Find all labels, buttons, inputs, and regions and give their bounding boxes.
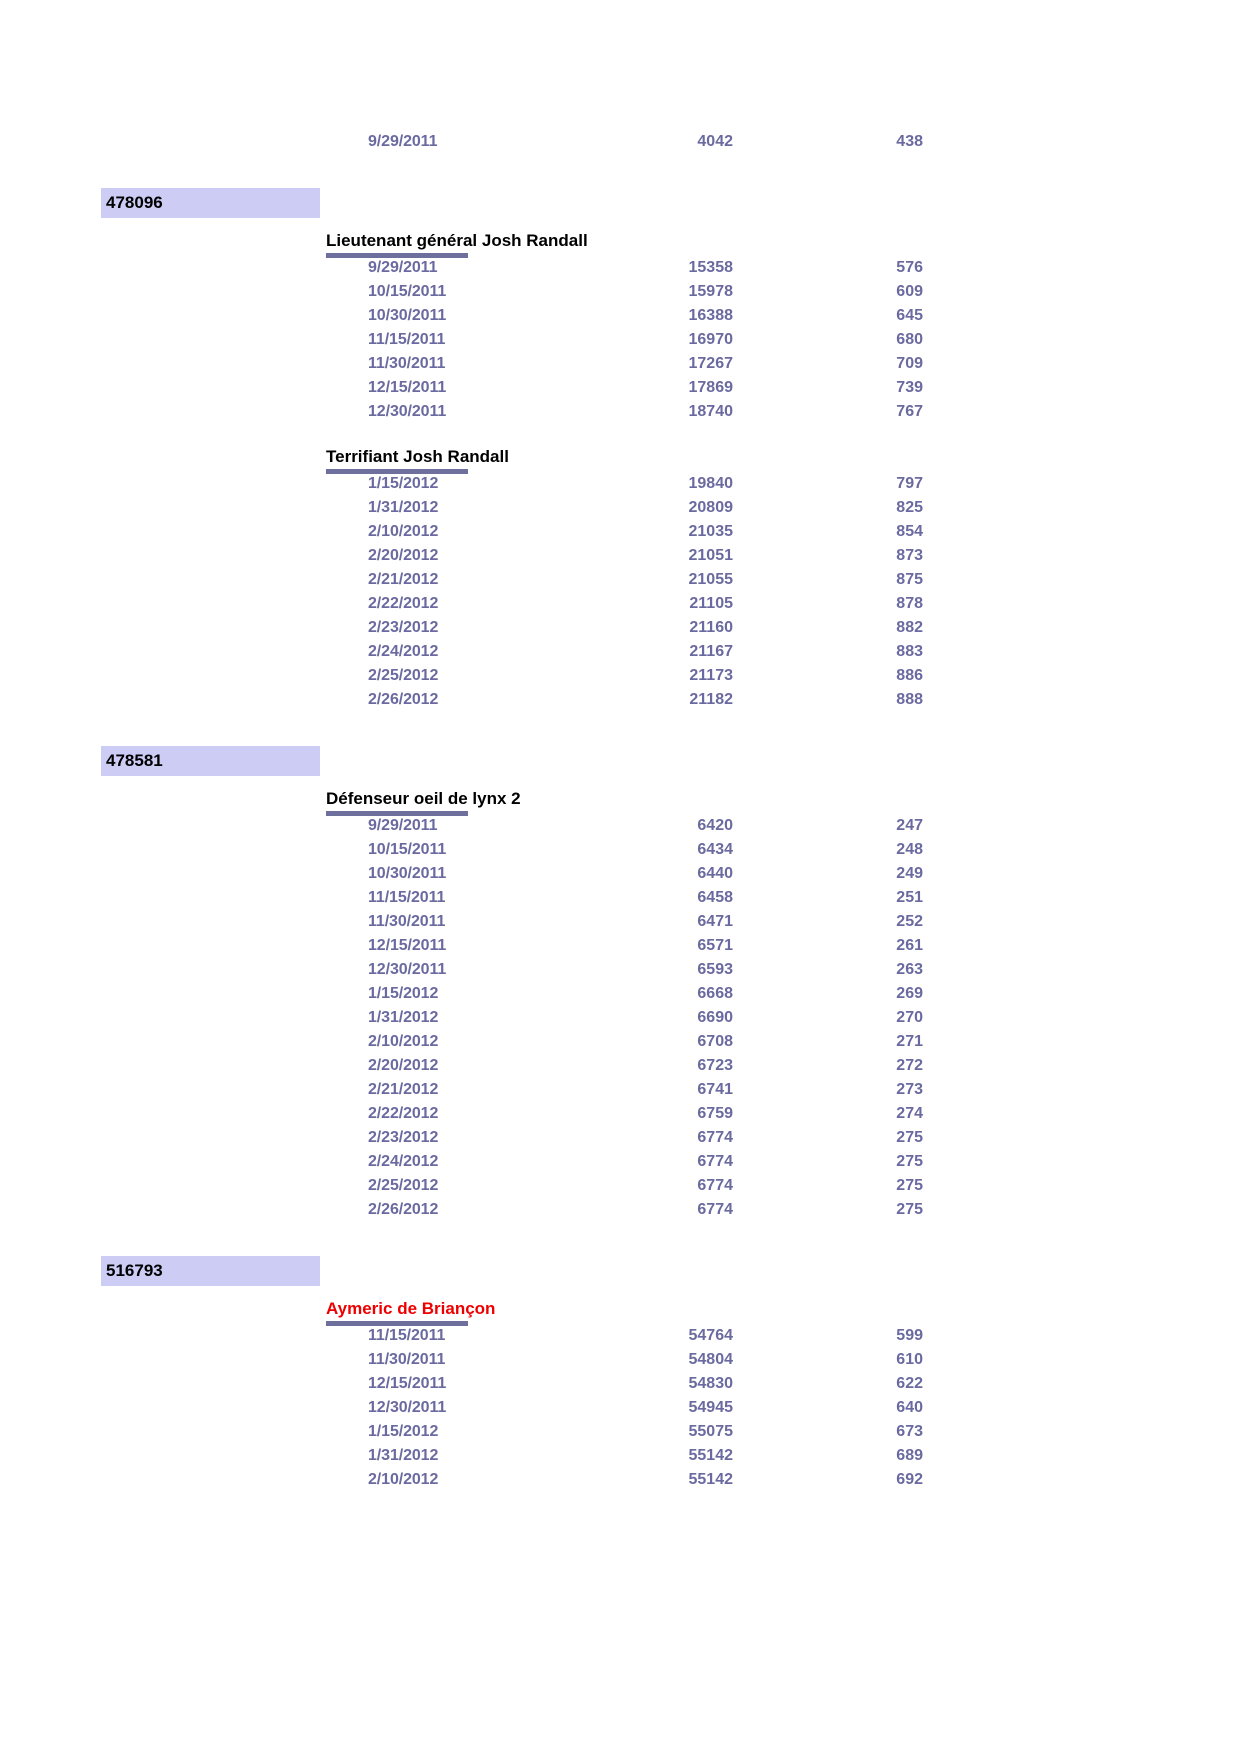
row-value2: 739 bbox=[896, 379, 923, 396]
row-date: 2/21/2012 bbox=[368, 1081, 439, 1098]
row-value1: 15358 bbox=[688, 259, 733, 276]
group-id-label: 516793 bbox=[106, 1261, 163, 1280]
row-value1: 18740 bbox=[688, 403, 733, 420]
row-value2: 249 bbox=[896, 865, 923, 882]
row-date: 2/22/2012 bbox=[368, 1105, 439, 1122]
title-underline-rule bbox=[326, 811, 468, 816]
row-value1: 6440 bbox=[697, 865, 733, 882]
row-value1: 6593 bbox=[697, 961, 733, 978]
entity-rows bbox=[0, 814, 1241, 1222]
row-value2: 252 bbox=[896, 913, 923, 930]
row-date: 9/29/2011 bbox=[368, 259, 438, 276]
group-id-banner bbox=[101, 188, 320, 218]
table-row bbox=[0, 958, 1241, 982]
row-value2: 878 bbox=[896, 595, 923, 612]
entity-name: Lieutenant général Josh Randall bbox=[326, 231, 588, 250]
table-row bbox=[0, 1396, 1241, 1420]
row-date: 1/15/2012 bbox=[368, 985, 439, 1002]
row-value2: 275 bbox=[896, 1201, 923, 1218]
row-date: 2/25/2012 bbox=[368, 1177, 439, 1194]
row-value2: 689 bbox=[896, 1447, 923, 1464]
row-value2: 645 bbox=[896, 307, 923, 324]
group-516793 bbox=[0, 1256, 1241, 1492]
title-underline-rule bbox=[326, 253, 468, 258]
table-row bbox=[0, 1420, 1241, 1444]
row-value1: 20809 bbox=[688, 499, 733, 516]
row-value1: 54830 bbox=[688, 1375, 733, 1392]
row-date: 12/15/2011 bbox=[368, 1375, 447, 1392]
row-value1: 21173 bbox=[689, 667, 733, 684]
row-value2: 275 bbox=[896, 1129, 923, 1146]
table-row bbox=[0, 1030, 1241, 1054]
row-date: 11/30/2011 bbox=[368, 355, 446, 372]
table-row bbox=[0, 838, 1241, 862]
row-date: 2/23/2012 bbox=[368, 1129, 439, 1146]
table-row bbox=[0, 328, 1241, 352]
table-row bbox=[0, 1324, 1241, 1348]
row-value1: 21160 bbox=[689, 619, 733, 636]
table-row bbox=[0, 592, 1241, 616]
row-date: 11/30/2011 bbox=[368, 913, 446, 930]
row-value1: 6774 bbox=[697, 1201, 733, 1218]
table-row bbox=[0, 910, 1241, 934]
row-value1: 6759 bbox=[697, 1105, 733, 1122]
row-value2: 275 bbox=[896, 1177, 923, 1194]
entity-title bbox=[326, 446, 1241, 472]
row-value2: 248 bbox=[896, 841, 923, 858]
row-value1: 16970 bbox=[688, 331, 733, 348]
row-value1: 16388 bbox=[688, 307, 733, 324]
row-value2: 576 bbox=[896, 259, 923, 276]
row-date: 12/15/2011 bbox=[368, 379, 447, 396]
row-value1: 21182 bbox=[689, 691, 733, 708]
row-value1: 6668 bbox=[697, 985, 733, 1002]
row-date: 2/24/2012 bbox=[368, 1153, 439, 1170]
row-date: 2/23/2012 bbox=[368, 619, 439, 636]
group-id-banner bbox=[101, 746, 320, 776]
row-value1: 17267 bbox=[688, 355, 733, 372]
table-row bbox=[0, 1006, 1241, 1030]
row-value1: 21051 bbox=[688, 547, 733, 564]
row-value1: 6774 bbox=[697, 1153, 733, 1170]
spacer bbox=[0, 218, 1241, 230]
row-value1: 55142 bbox=[688, 1447, 733, 1464]
row-date: 2/24/2012 bbox=[368, 643, 439, 660]
row-date: 10/15/2011 bbox=[368, 841, 447, 858]
row-date: 12/30/2011 bbox=[368, 961, 447, 978]
table-row bbox=[0, 304, 1241, 328]
row-date: 1/15/2012 bbox=[368, 1423, 439, 1440]
row-value1: 54804 bbox=[688, 1351, 733, 1368]
row-value1: 55142 bbox=[688, 1471, 733, 1488]
row-date: 11/15/2011 bbox=[368, 331, 446, 348]
row-value1: 6458 bbox=[697, 889, 733, 906]
group-id-banner bbox=[101, 1256, 320, 1286]
table-row bbox=[0, 130, 1241, 154]
row-date: 2/26/2012 bbox=[368, 1201, 439, 1218]
row-value1: 21055 bbox=[688, 571, 733, 588]
row-value1: 6571 bbox=[697, 937, 733, 954]
table-row bbox=[0, 1444, 1241, 1468]
entity-title bbox=[326, 1298, 1241, 1324]
entity-rows bbox=[0, 1324, 1241, 1492]
row-date: 2/21/2012 bbox=[368, 571, 439, 588]
row-value1: 6774 bbox=[697, 1177, 733, 1194]
row-value1: 4042 bbox=[697, 133, 733, 150]
row-value2: 888 bbox=[896, 691, 923, 708]
spacer bbox=[0, 424, 1241, 446]
table-row bbox=[0, 1348, 1241, 1372]
row-date: 1/31/2012 bbox=[368, 1447, 439, 1464]
row-value2: 247 bbox=[896, 817, 923, 834]
row-date: 2/10/2012 bbox=[368, 1033, 439, 1050]
entity-title bbox=[326, 788, 1241, 814]
row-value1: 19840 bbox=[688, 475, 733, 492]
row-value2: 263 bbox=[896, 961, 923, 978]
group-478096 bbox=[0, 188, 1241, 712]
table-row bbox=[0, 1372, 1241, 1396]
group-id-label: 478096 bbox=[106, 193, 163, 212]
table-row bbox=[0, 616, 1241, 640]
row-value2: 673 bbox=[896, 1423, 923, 1440]
row-value1: 21105 bbox=[689, 595, 733, 612]
row-date: 10/15/2011 bbox=[368, 283, 447, 300]
table-row bbox=[0, 352, 1241, 376]
row-value2: 610 bbox=[896, 1351, 923, 1368]
row-date: 10/30/2011 bbox=[368, 865, 447, 882]
entity-name: Défenseur oeil de lynx 2 bbox=[326, 789, 521, 808]
row-value1: 6471 bbox=[697, 913, 733, 930]
table-row bbox=[0, 1078, 1241, 1102]
row-value2: 271 bbox=[896, 1033, 923, 1050]
row-value2: 767 bbox=[896, 403, 923, 420]
row-value2: 825 bbox=[896, 499, 923, 516]
row-value2: 883 bbox=[896, 643, 923, 660]
entity-name: Aymeric de Briançon bbox=[326, 1299, 496, 1318]
row-value1: 21167 bbox=[689, 643, 733, 660]
row-value2: 251 bbox=[896, 889, 923, 906]
row-value2: 709 bbox=[896, 355, 923, 372]
table-row bbox=[0, 280, 1241, 304]
row-date: 2/10/2012 bbox=[368, 523, 439, 540]
table-row bbox=[0, 568, 1241, 592]
row-value2: 599 bbox=[896, 1327, 923, 1344]
row-value2: 622 bbox=[896, 1375, 923, 1392]
row-value2: 873 bbox=[896, 547, 923, 564]
row-date: 12/15/2011 bbox=[368, 937, 447, 954]
table-row bbox=[0, 1102, 1241, 1126]
top-spacer bbox=[0, 0, 1241, 130]
table-row bbox=[0, 1054, 1241, 1078]
entity-title bbox=[326, 230, 1241, 256]
row-date: 2/25/2012 bbox=[368, 667, 439, 684]
row-date: 11/15/2011 bbox=[368, 889, 446, 906]
entity-rows bbox=[0, 472, 1241, 712]
row-date: 2/26/2012 bbox=[368, 691, 439, 708]
row-value2: 886 bbox=[896, 667, 923, 684]
row-value2: 797 bbox=[896, 475, 923, 492]
table-row bbox=[0, 544, 1241, 568]
row-value1: 6690 bbox=[697, 1009, 733, 1026]
table-row bbox=[0, 1468, 1241, 1492]
row-date: 10/30/2011 bbox=[368, 307, 447, 324]
row-value2: 438 bbox=[896, 133, 923, 150]
entity-name: Terrifiant Josh Randall bbox=[326, 447, 509, 466]
row-value2: 269 bbox=[896, 985, 923, 1002]
table-row bbox=[0, 472, 1241, 496]
table-row bbox=[0, 400, 1241, 424]
spacer bbox=[0, 1286, 1241, 1298]
row-value1: 6741 bbox=[697, 1081, 733, 1098]
table-row bbox=[0, 814, 1241, 838]
row-value2: 609 bbox=[896, 283, 923, 300]
table-row bbox=[0, 496, 1241, 520]
row-date: 12/30/2011 bbox=[368, 1399, 447, 1416]
row-value1: 6774 bbox=[697, 1129, 733, 1146]
row-value2: 270 bbox=[896, 1009, 923, 1026]
table-row bbox=[0, 1174, 1241, 1198]
spacer bbox=[0, 712, 1241, 746]
row-date: 11/30/2011 bbox=[368, 1351, 446, 1368]
table-row bbox=[0, 886, 1241, 910]
row-value2: 274 bbox=[896, 1105, 923, 1122]
title-underline-rule bbox=[326, 1321, 468, 1326]
table-row bbox=[0, 664, 1241, 688]
row-value2: 275 bbox=[896, 1153, 923, 1170]
row-date: 2/10/2012 bbox=[368, 1471, 439, 1488]
group-478581 bbox=[0, 746, 1241, 1222]
row-value1: 6420 bbox=[697, 817, 733, 834]
row-value2: 854 bbox=[896, 523, 923, 540]
row-value2: 261 bbox=[896, 937, 923, 954]
row-value1: 54764 bbox=[688, 1327, 733, 1344]
table-row bbox=[0, 1150, 1241, 1174]
table-row bbox=[0, 256, 1241, 280]
row-date: 9/29/2011 bbox=[368, 817, 438, 834]
row-date: 2/20/2012 bbox=[368, 547, 439, 564]
row-value1: 6434 bbox=[697, 841, 733, 858]
spacer bbox=[0, 776, 1241, 788]
row-value1: 15978 bbox=[688, 283, 733, 300]
row-date: 1/31/2012 bbox=[368, 1009, 439, 1026]
row-value2: 680 bbox=[896, 331, 923, 348]
table-row bbox=[0, 982, 1241, 1006]
table-row bbox=[0, 640, 1241, 664]
table-row bbox=[0, 934, 1241, 958]
row-value2: 692 bbox=[896, 1471, 923, 1488]
row-date: 11/15/2011 bbox=[368, 1327, 446, 1344]
row-date: 12/30/2011 bbox=[368, 403, 447, 420]
table-row bbox=[0, 376, 1241, 400]
title-underline-rule bbox=[326, 469, 468, 474]
row-value1: 54945 bbox=[688, 1399, 733, 1416]
row-value2: 882 bbox=[896, 619, 923, 636]
row-value2: 272 bbox=[896, 1057, 923, 1074]
row-date: 1/15/2012 bbox=[368, 475, 439, 492]
table-row bbox=[0, 1126, 1241, 1150]
row-value2: 273 bbox=[896, 1081, 923, 1098]
row-value1: 55075 bbox=[688, 1423, 733, 1440]
table-row bbox=[0, 520, 1241, 544]
row-value1: 21035 bbox=[688, 523, 733, 540]
spacer bbox=[0, 154, 1241, 188]
row-date: 1/31/2012 bbox=[368, 499, 439, 516]
row-value2: 875 bbox=[896, 571, 923, 588]
entity-rows bbox=[0, 256, 1241, 424]
table-row bbox=[0, 1198, 1241, 1222]
row-value2: 640 bbox=[896, 1399, 923, 1416]
spacer bbox=[0, 1222, 1241, 1256]
group-id-label: 478581 bbox=[106, 751, 163, 770]
table-row bbox=[0, 688, 1241, 712]
row-value1: 6723 bbox=[697, 1057, 733, 1074]
row-value1: 6708 bbox=[697, 1033, 733, 1050]
row-date: 2/20/2012 bbox=[368, 1057, 439, 1074]
row-date: 9/29/2011 bbox=[368, 133, 438, 150]
table-row bbox=[0, 862, 1241, 886]
row-value1: 17869 bbox=[688, 379, 733, 396]
row-date: 2/22/2012 bbox=[368, 595, 439, 612]
